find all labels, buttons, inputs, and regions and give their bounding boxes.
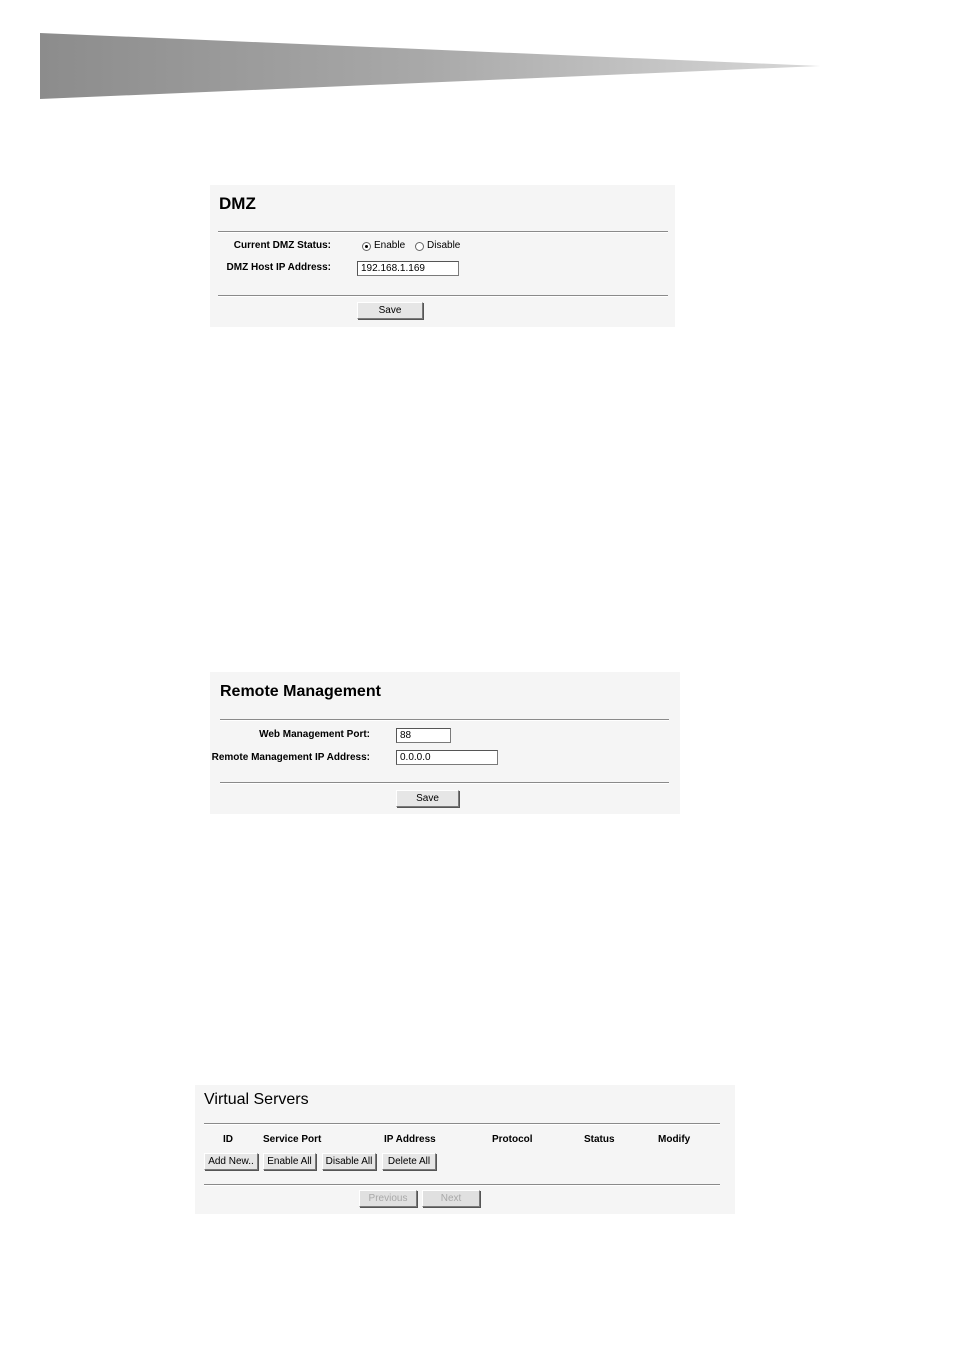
enable-all-button[interactable]: Enable All	[263, 1153, 316, 1170]
virtual-servers-title: Virtual Servers	[204, 1091, 309, 1108]
dmz-panel	[210, 185, 675, 327]
enable-radio[interactable]	[362, 242, 371, 251]
web-management-port-label: Web Management Port:	[259, 729, 370, 740]
add-new-button[interactable]: Add New..	[204, 1153, 258, 1170]
virtual-servers-panel	[195, 1085, 735, 1214]
divider	[220, 782, 669, 784]
divider	[220, 719, 669, 721]
divider	[218, 231, 668, 233]
dmz-save-button[interactable]: Save	[357, 302, 423, 319]
column-header-id: ID	[223, 1134, 233, 1145]
column-header-ip-address: IP Address	[384, 1134, 436, 1145]
previous-button[interactable]: Previous	[359, 1190, 417, 1207]
dmz-title: DMZ	[219, 194, 256, 213]
next-button[interactable]: Next	[422, 1190, 480, 1207]
web-management-port-input[interactable]: 88	[396, 728, 451, 743]
disable-radio[interactable]	[415, 242, 424, 251]
dmz-host-ip-input[interactable]: 192.168.1.169	[357, 261, 459, 276]
divider	[218, 295, 668, 297]
header-banner	[0, 0, 954, 110]
remote-management-title: Remote Management	[220, 683, 381, 700]
divider	[204, 1123, 720, 1125]
disable-all-button[interactable]: Disable All	[322, 1153, 376, 1170]
remote-management-panel	[210, 672, 680, 814]
column-header-modify: Modify	[658, 1134, 691, 1145]
remote-ip-input[interactable]: 0.0.0.0	[396, 750, 498, 765]
enable-radio-label: Enable	[374, 240, 406, 251]
divider	[204, 1184, 720, 1186]
dmz-status-label: Current DMZ Status:	[233, 240, 331, 251]
remote-ip-label: Remote Management IP Address:	[211, 752, 370, 763]
remote-save-button[interactable]: Save	[396, 790, 459, 807]
dmz-host-ip-label: DMZ Host IP Address:	[226, 262, 331, 273]
column-header-protocol: Protocol	[492, 1134, 533, 1145]
column-header-status: Status	[584, 1134, 615, 1145]
delete-all-button[interactable]: Delete All	[382, 1153, 436, 1170]
column-header-service-port: Service Port	[263, 1134, 322, 1145]
disable-radio-label: Disable	[427, 240, 461, 251]
